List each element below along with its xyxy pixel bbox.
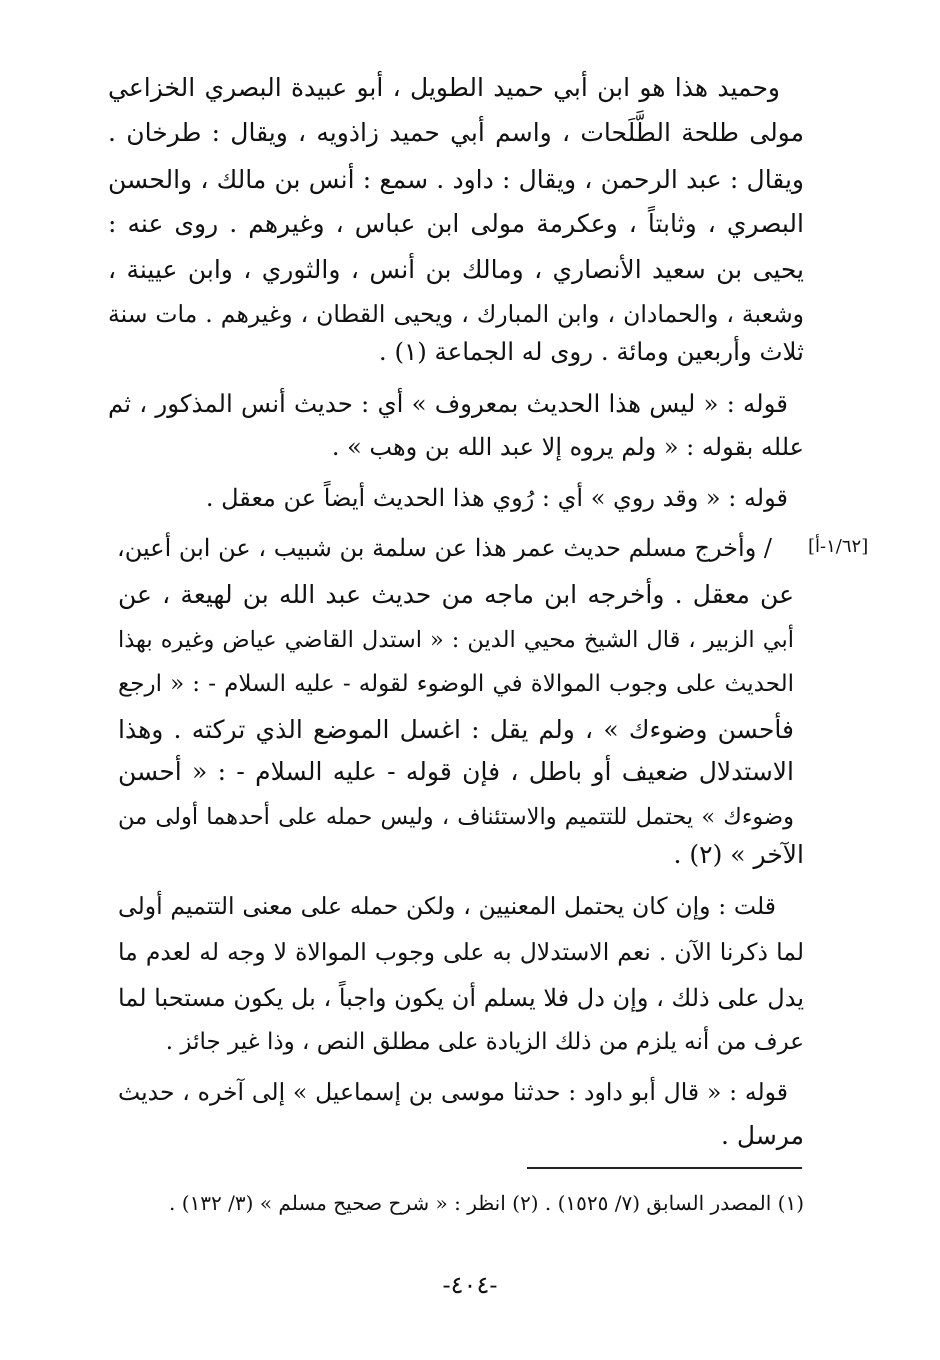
- text-line: يحيى بن سعيد الأنصاري ، ومالك بن أنس ، والثوري ، وابن عيينة ،: [108, 255, 804, 284]
- margin-reference: [١/٦٢-أ]: [808, 536, 869, 557]
- text-line: الآخر » (٢) .: [673, 840, 804, 869]
- text-line: / وأخرج مسلم حديث عمر هذا عن سلمة بن شبيب ، عن ابن أعين،: [116, 534, 772, 562]
- text-line: وحميد هذا هو ابن أبي حميد الطويل ، أبو عبيدة البصري الخزاعي: [108, 73, 780, 102]
- footnote: (١) المصدر السابق (٧/ ١٥٢٥) . (٢) انظر : « شرح صحيح مسلم » (٣/ ١٣٢) .: [169, 1191, 804, 1215]
- text-line: عن معقل . وأخرجه ابن ماجه من حديث عبد الله بن لهيعة ، عن: [118, 580, 794, 609]
- text-line: لما ذكرنا الآن . نعم الاستدلال به على وجوب الموالاة لا وجه له لعدم ما: [118, 938, 804, 966]
- text-line: الحديث على وجوب الموالاة في الوضوء لقوله - عليه السلام - : « ارجع: [118, 671, 794, 697]
- text-line: قوله : « ليس هذا الحديث بمعروف » أي : حديث أنس المذكور ، ثم: [108, 389, 788, 418]
- text-line: أبي الزبير ، قال الشيخ محيي الدين : « استدل القاضي عياض وغيره بهذا: [118, 627, 794, 653]
- text-line: وضوءك » يحتمل للتتميم والاستئناف ، وليس حمله على أحدهما أولى من: [118, 804, 794, 830]
- footnote-rule: [527, 1167, 802, 1169]
- text-line: يدل على ذلك ، وإن دل فلا يسلم أن يكون واجباً ، بل يكون مستحبا لما: [118, 984, 804, 1012]
- text-line: عرف من أنه يلزم من ذلك الزيادة على مطلق النص ، وذا غير جائز .: [165, 1029, 804, 1055]
- page-number: -٤٠٤-: [442, 1271, 498, 1299]
- text-line: البصري ، وثابتاً ، وعكرمة مولى ابن عباس ، وغيرهم . روى عنه :: [108, 209, 804, 238]
- text-line: فأحسن وضوءك » ، ولم يقل : اغسل الموضع الذي تركته . وهذا: [118, 715, 794, 744]
- text-line: ثلاث وأربعين ومائة . روى له الجماعة (١) .: [378, 337, 804, 366]
- text-line: ويقال : عبد الرحمن ، ويقال : داود . سمع : أنس بن مالك ، والحسن: [108, 165, 804, 194]
- text-line: قوله : « وقد روي » أي : رُوي هذا الحديث أيضاً عن معقل .: [205, 484, 788, 512]
- text-line: علله بقوله : « ولم يروه إلا عبد الله بن وهب » .: [331, 433, 804, 461]
- text-line: قوله : « قال أبو داود : حدثنا موسى بن إسماعيل » إلى آخره ، حديث: [118, 1078, 788, 1106]
- text-line: وشعبة ، والحمادان ، وابن المبارك ، ويحيى القطان ، وغيرهم . مات سنة: [108, 300, 804, 328]
- text-line: الاستدلال ضعيف أو باطل ، فإن قوله - عليه السلام - : « أحسن: [118, 757, 794, 786]
- text-line: مولى طلحة الطَّلَحات ، واسم أبي حميد زاذويه ، ويقال : طرخان .: [108, 118, 804, 147]
- text-line: مرسل .: [721, 1121, 804, 1150]
- text-line: قلت : وإن كان يحتمل المعنيين ، ولكن حمله على معنى التتميم أولى: [118, 892, 776, 920]
